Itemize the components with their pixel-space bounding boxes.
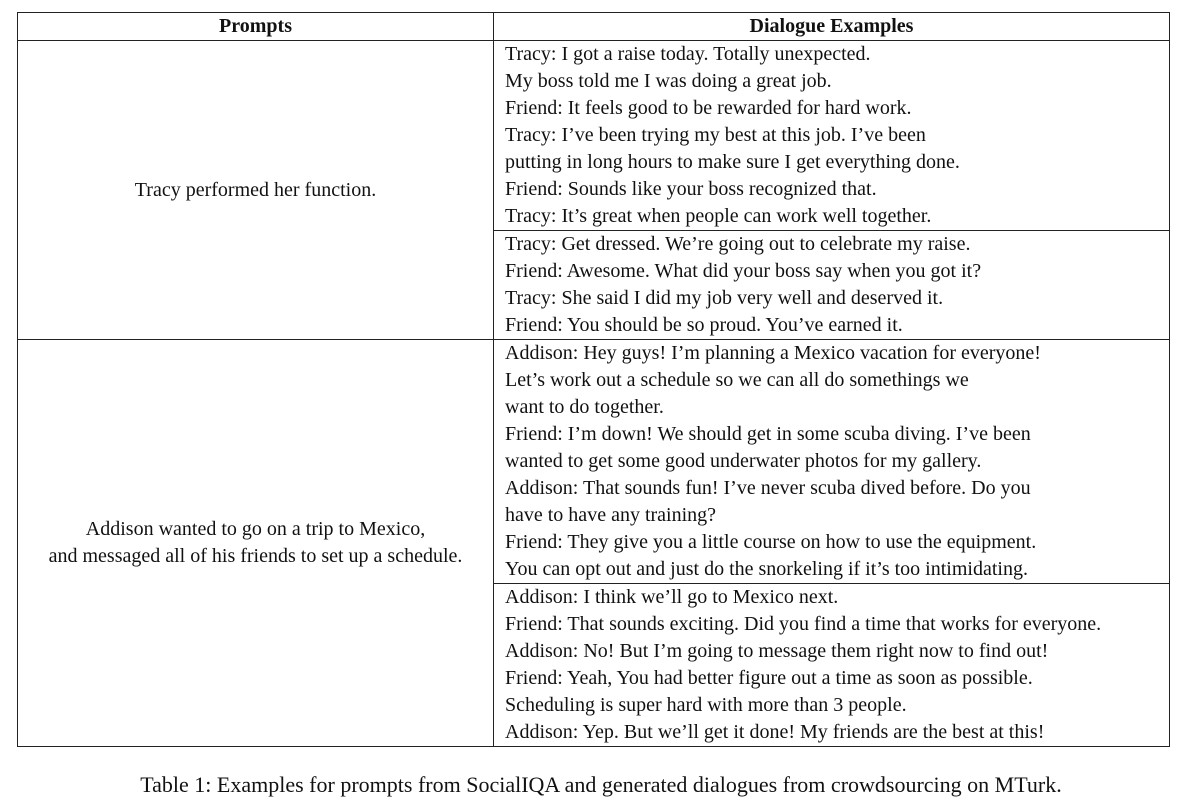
- dialogue-cell: [494, 231, 1170, 340]
- dialogue-line: Tracy: She said I did my job very well and deserved it.: [505, 287, 944, 309]
- dialogue-line: have to have any training?: [505, 504, 717, 526]
- dialogue-line: wanted to get some good underwater photos for my gallery.: [505, 450, 982, 472]
- dialogue-line: putting in long hours to make sure I get everything done.: [505, 151, 960, 173]
- dialogue-cell: [494, 340, 1170, 584]
- dialogue-line: Friend: Yeah, You had better figure out a time as soon as possible.: [505, 667, 1033, 689]
- dialogue-line: Tracy: It’s great when people can work well together.: [505, 205, 932, 227]
- dialogue-line: Friend: Awesome. What did your boss say when you got it?: [505, 260, 982, 282]
- dialogue-line: Friend: I’m down! We should get in some scuba diving. I’ve been: [505, 423, 1031, 445]
- dialogue-line: Scheduling is super hard with more than 3 people.: [505, 694, 907, 716]
- dialogue-line: Let’s work out a schedule so we can all do somethings we: [505, 369, 969, 391]
- dialogue-line: Friend: That sounds exciting. Did you find a time that works for everyone.: [505, 613, 1102, 635]
- dialogue-line: You can opt out and just do the snorkeling if it’s too intimidating.: [505, 558, 1028, 580]
- table-row: [18, 41, 1170, 231]
- dialogue-line: Addison: That sounds fun! I’ve never scuba dived before. Do you: [505, 477, 1031, 499]
- dialogue-line: Addison: Yep. But we’ll get it done! My friends are the best at this!: [505, 721, 1045, 743]
- dialogue-line: Addison: Hey guys! I’m planning a Mexico vacation for everyone!: [505, 342, 1041, 364]
- dialogue-line: Addison: I think we’ll go to Mexico next.: [505, 586, 839, 608]
- table-header-row: [18, 13, 1170, 41]
- dialogue-line: Tracy: I got a raise today. Totally unexpected.: [505, 43, 871, 65]
- prompt-line: Tracy performed her function.: [134, 178, 377, 201]
- dialogue-line: Tracy: Get dressed. We’re going out to celebrate my raise.: [505, 233, 971, 255]
- dialogue-line: want to do together.: [505, 396, 664, 418]
- dialogue-line: Friend: Sounds like your boss recognized that.: [505, 178, 877, 200]
- prompt-line: Addison wanted to go on a trip to Mexico,: [85, 518, 426, 540]
- dialogue-line: My boss told me I was doing a great job.: [505, 70, 832, 92]
- table-row: [18, 340, 1170, 584]
- dialogue-line: Friend: You should be so proud. You’ve earned it.: [505, 314, 903, 336]
- examples-table: [17, 12, 1170, 747]
- prompt-cell: [18, 41, 494, 340]
- header-prompts: Prompts: [18, 13, 494, 41]
- prompt-cell: [18, 340, 494, 747]
- dialogue-line: Friend: It feels good to be rewarded for hard work.: [505, 97, 912, 119]
- dialogue-cell: [494, 41, 1170, 231]
- examples-table-container: [17, 12, 1169, 747]
- dialogue-line: Tracy: I’ve been trying my best at this job. I’ve been: [505, 124, 926, 146]
- table-caption: Table 1: Examples for prompts from SocialIQA and generated dialogues from crowdsourcing on MTurk.: [140, 772, 1062, 797]
- header-dialogue-examples: Dialogue Examples: [494, 13, 1170, 41]
- prompt-line: and messaged all of his friends to set up a schedule.: [48, 545, 463, 567]
- dialogue-line: Friend: They give you a little course on how to use the equipment.: [505, 531, 1037, 553]
- dialogue-cell: [494, 584, 1170, 747]
- dialogue-line: Addison: No! But I’m going to message them right now to find out!: [505, 640, 1049, 662]
